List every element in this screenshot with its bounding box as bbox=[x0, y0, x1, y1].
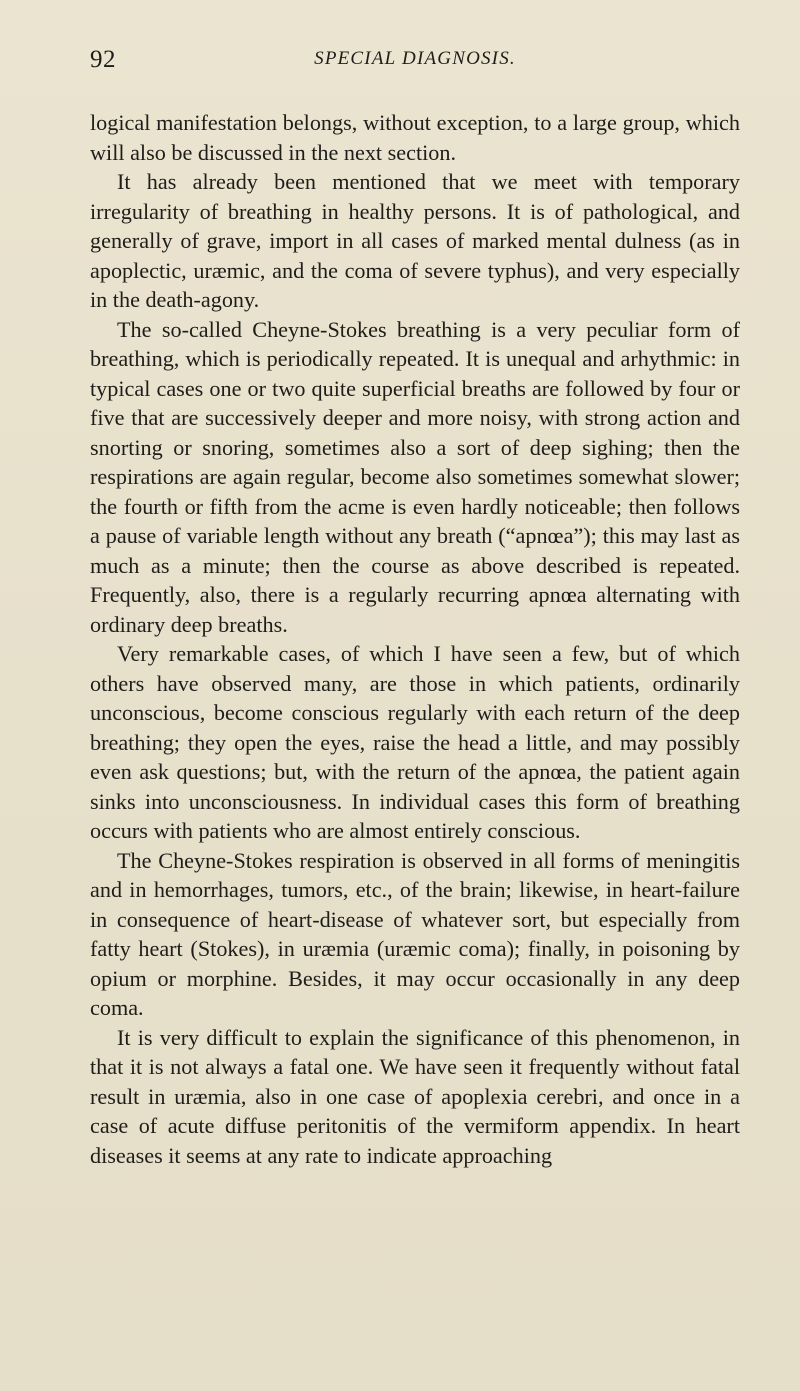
paragraph-1: logical manifestation belongs, without exception, to a large group, which will also be discussed in the next section. bbox=[90, 110, 740, 165]
paragraph-5: The Cheyne-Stokes respiration is observed in all forms of meningitis and in hemorrhages, tumors, etc., of the brain; likewise, in heart-failure in consequence of heart-disease of whatever sort, but especially from fatty heart (Stokes), in uræmia (uræmic coma); finally, in poisoning by opium or morphine. Besides, it may occur occasionally in any deep coma. bbox=[90, 847, 740, 1020]
paragraph-3: The so-called Cheyne-Stokes breathing is a very peculiar form of breathing, which is periodically repeated. It is unequal and arhythmic: in typical cases one or two quite superficial breaths are followed by four or five that are successively deeper and more noisy, with strong action and snorting or snoring, sometimes also a sort of deep sighing; then the respirations are again regular, become also sometimes somewhat slower; the fourth or fifth from the acme is even hardly noticeable; then follows a pause of variable length without any breath (“apnœa”); this may last as much as a minute; then the course as above described is repeated. Frequently, also, there is a regularly recurring apnœa alternating with ordinary deep breaths. bbox=[90, 316, 740, 637]
paragraph-2: It has already been mentioned that we meet with temporary irregularity of breathing in healthy persons. It is of pathological, and generally of grave, import in all cases of marked mental dulness (as in apoplectic, uræmic, and the coma of severe typhus), and very especially in the death-agony. bbox=[90, 169, 740, 312]
body-text bbox=[90, 108, 740, 1170]
page-header bbox=[90, 46, 740, 86]
paragraph-6: It is very difficult to explain the significance of this phenomenon, in that it is not always a fatal one. We have seen it frequently without fatal result in uræmia, also in one case of apoplexia cerebri, and once in a case of acute diffuse peritonitis of the vermiform appendix. In heart diseases it seems at any rate to indicate approaching bbox=[90, 1024, 740, 1168]
page-number: 92 bbox=[90, 46, 116, 73]
paragraph-4: Very remarkable cases, of which I have seen a few, but of which others have observed many, are those in which patients, ordinarily unconscious, become conscious regularly with each return of the deep breathing; they open the eyes, raise the head a little, and may possibly even ask questions; but, with the return of the apnœa, the patient again sinks into unconsciousness. In individual cases this form of breathing occurs with patients who are almost entirely conscious. bbox=[90, 641, 740, 843]
running-head: SPECIAL DIAGNOSIS. bbox=[314, 48, 516, 69]
